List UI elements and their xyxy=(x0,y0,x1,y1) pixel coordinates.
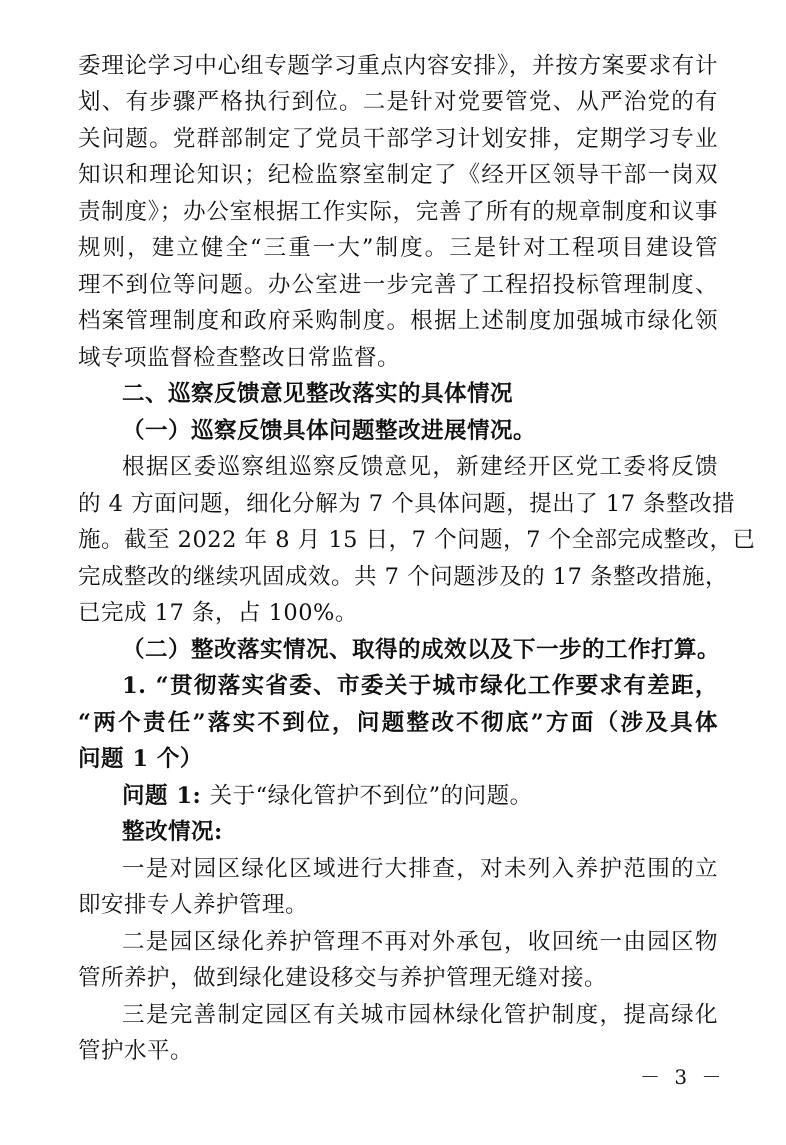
text-line: 知识和理论知识；纪检监察室制定了《经开区领导干部一岗双 xyxy=(78,162,718,188)
text-line: 责制度》；办公室根据工作实际，完善了所有的规章制度和议事 xyxy=(78,199,718,225)
text-line: 管护水平。 xyxy=(78,1038,194,1064)
text-line: 根据区委巡察组巡察反馈意见，新建经开区党工委将反馈 xyxy=(122,454,718,480)
text-line: 关问题。党群部制定了党员干部学习计划安排，定期学习专业 xyxy=(78,126,718,152)
item-heading-line: 1. “贯彻落实省委、市委关于城市绿化工作要求有差距， xyxy=(122,673,718,699)
text-line: 即安排专人养护管理。 xyxy=(78,892,309,918)
page-number: － 3 － xyxy=(640,1065,726,1089)
text-line: 管所养护，做到绿化建设移交与养护管理无缝对接。 xyxy=(78,965,608,991)
subsection-heading: （二）整改落实情况、取得的成效以及下一步的工作打算。 xyxy=(122,637,721,663)
problem-label: 问题 1: xyxy=(122,783,210,809)
text-line: 域专项监督检查整改日常监督。 xyxy=(78,345,401,371)
text-line: 一是对园区绿化区域进行大排查，对未列入养护范围的立 xyxy=(122,856,718,882)
text-line: 完成整改的继续巩固成效。共 7 个问题涉及的 17 条整改措施， xyxy=(78,564,729,590)
text-line: 已完成 17 条，占 100%。 xyxy=(78,600,358,626)
text-line: 施。截至 2022 年 8 月 15 日，7 个问题，7 个全部完成整改，已 xyxy=(78,527,756,553)
subsection-heading: （一）巡察反馈具体问题整改进展情况。 xyxy=(122,418,537,444)
text-line: 理不到位等问题。办公室进一步完善了工程招投标管理制度、 xyxy=(78,272,718,298)
item-heading-line: 问题 1 个） xyxy=(78,746,203,772)
item-heading-line: “两个责任”落实不到位，问题整改不彻底”方面（涉及具体 xyxy=(78,710,718,736)
text-line: 二是园区绿化养护管理不再对外承包，收回统一由园区物 xyxy=(122,929,718,955)
section-heading: 二、巡察反馈意见整改落实的具体情况 xyxy=(122,381,514,407)
text-line: 划、有步骤严格执行到位。二是针对党要管党、从严治党的有 xyxy=(78,89,718,115)
text-line: 档案管理制度和政府采购制度。根据上述制度加强城市绿化领 xyxy=(78,308,718,334)
problem-text: 关于“绿化管护不到位”的问题。 xyxy=(209,783,533,809)
text-line: 的 4 方面问题，细化分解为 7 个具体问题，提出了 17 条整改措 xyxy=(78,491,736,517)
text-line: 规则，建立健全“三重一大”制度。三是针对工程项目建设管 xyxy=(78,235,718,261)
rectify-heading: 整改情况: xyxy=(122,819,223,845)
text-line: 委理论学习中心组专题学习重点内容安排》，并按方案要求有计 xyxy=(78,53,718,79)
text-line: 三是完善制定园区有关城市园林绿化管护制度，提高绿化 xyxy=(122,1002,718,1028)
